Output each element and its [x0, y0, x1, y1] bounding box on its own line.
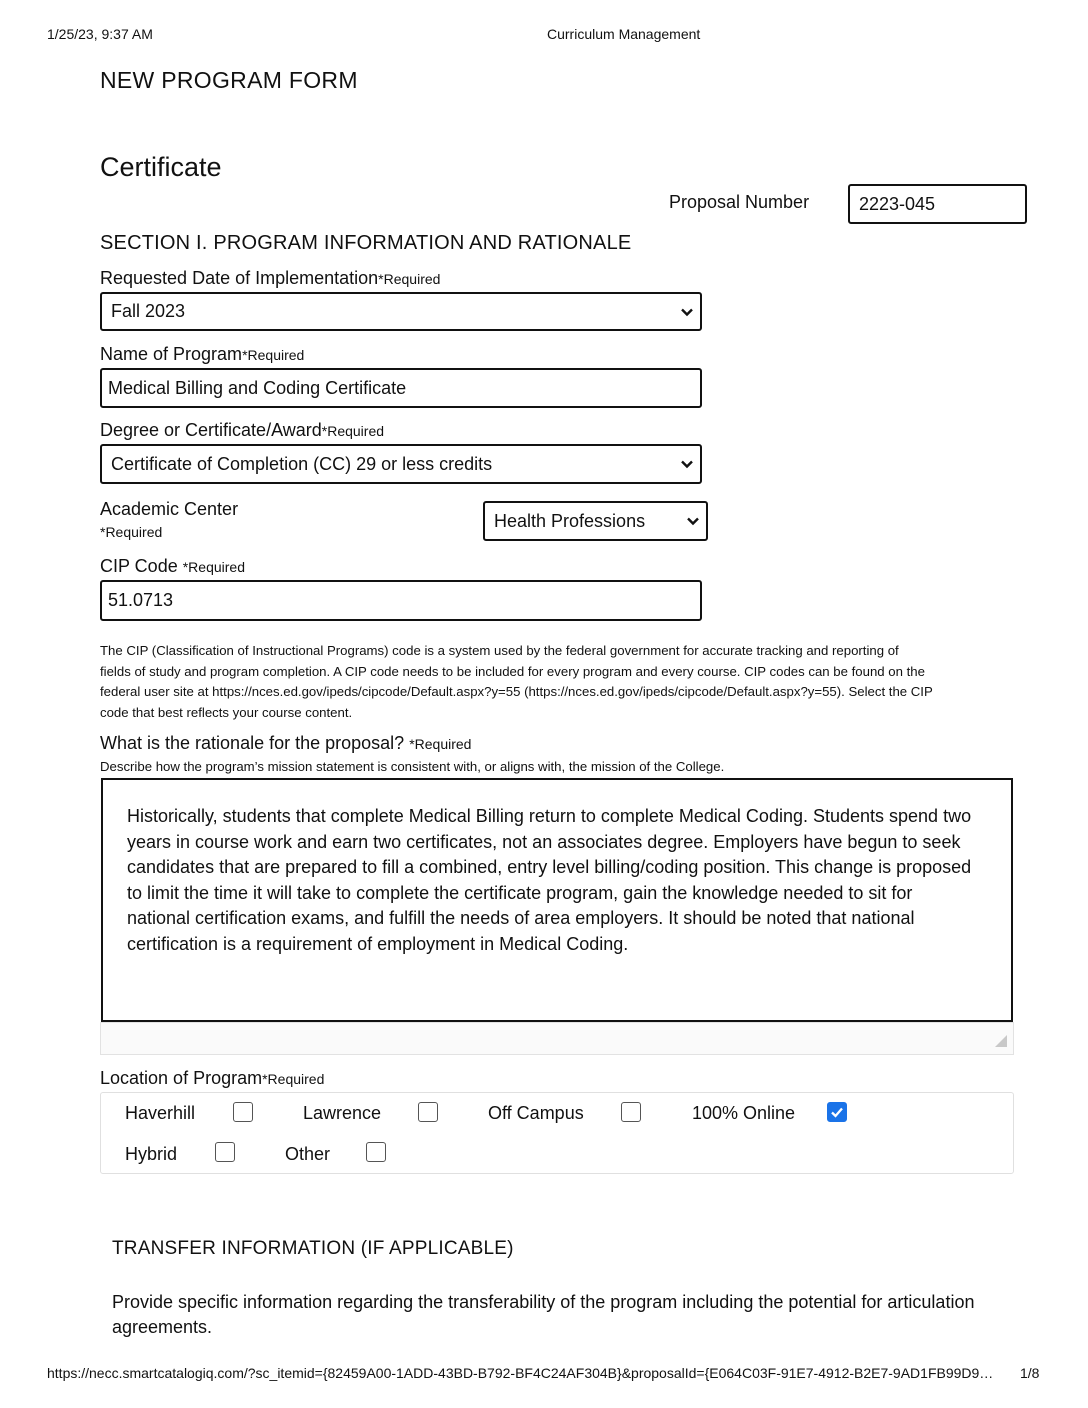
lawrence-checkbox[interactable]	[418, 1102, 438, 1122]
program-type-heading: Certificate	[100, 152, 222, 182]
rationale-help: Describe how the program’s mission statement is consistent with, or aligns with, the mission of the College.	[100, 759, 725, 774]
required-marker: *Required	[378, 271, 441, 287]
academic-center-label: Academic Center	[100, 499, 239, 519]
print-datetime: 1/25/23, 9:37 AM	[47, 26, 153, 42]
transfer-description	[112, 1290, 974, 1340]
cip-label: CIP Code	[100, 556, 183, 576]
rationale-textarea[interactable]	[101, 778, 1013, 1022]
section-title: SECTION I. PROGRAM INFORMATION AND RATIONALE	[100, 232, 632, 254]
proposal-number-label: Proposal Number	[669, 192, 810, 212]
cip-label-group	[100, 556, 245, 577]
rationale-line: Historically, students that complete Medical Billing return to complete Medical Coding. Students spend two	[127, 806, 972, 826]
degree-value: Certificate of Completion (CC) 29 or less credits	[111, 453, 493, 474]
rationale-label: What is the rationale for the proposal?	[100, 733, 410, 753]
location-option-label: 100% Online	[692, 1103, 796, 1123]
location-option-label: Hybrid	[125, 1144, 178, 1164]
haverhill-checkbox[interactable]	[233, 1102, 253, 1122]
program-name-value: Medical Billing and Coding Certificate	[108, 377, 407, 398]
print-page-title: Curriculum Management	[547, 26, 701, 42]
off-campus-checkbox[interactable]	[621, 1102, 641, 1122]
location-option-label: Off Campus	[488, 1103, 584, 1123]
cip-help-line: code that best reflects your course content.	[100, 704, 353, 720]
degree-select[interactable]	[100, 444, 702, 484]
rationale-label-group	[100, 733, 471, 754]
required-marker: *Required	[242, 347, 305, 363]
location-label-group	[100, 1068, 324, 1089]
chevron-down-icon	[680, 305, 694, 319]
location-label: Location of Program	[100, 1068, 263, 1088]
program-name-label-group	[100, 344, 304, 365]
implementation-value: Fall 2023	[111, 301, 186, 321]
rationale-line: certification is a requirement of employment in Medical Coding.	[127, 933, 629, 954]
academic-center-value: Health Professions	[494, 510, 646, 531]
form-title: NEW PROGRAM FORM	[100, 67, 358, 93]
location-option-label: Other	[285, 1144, 331, 1164]
location-option-label: Lawrence	[303, 1103, 382, 1123]
cip-help-line: fields of study and program completion. A CIP code needs to be included for every program and every course. CIP codes can be found on the	[100, 663, 925, 679]
location-option-label: Haverhill	[125, 1103, 196, 1123]
required-marker: *Required	[100, 524, 163, 540]
program-name-input[interactable]	[100, 368, 702, 408]
required-marker: *Required	[321, 423, 385, 439]
resize-handle-icon[interactable]	[994, 1034, 1008, 1048]
rationale-line: to limit the time it will take to complete the certificate program, gain the knowledge needed to sit for	[127, 882, 913, 903]
print-page-number: 1/8	[1020, 1365, 1040, 1381]
required-marker: *Required	[182, 559, 245, 575]
cip-code-input[interactable]	[100, 580, 702, 621]
academic-center-select[interactable]	[483, 501, 708, 541]
proposal-number-field[interactable]	[848, 184, 1027, 224]
implementation-select[interactable]	[100, 292, 702, 331]
implementation-label-group	[100, 268, 440, 289]
proposal-number-value: 2223-045	[859, 193, 936, 214]
transfer-line: Provide specific information regarding the transferability of the program including the potential for articulation	[112, 1292, 975, 1312]
chevron-down-icon	[680, 457, 694, 471]
cip-help-line: The CIP (Classification of Instructional Programs) code is a system used by the federal government for accurate tracking and reporting of	[100, 643, 899, 658]
other-checkbox[interactable]	[366, 1142, 386, 1162]
checkmark-icon	[830, 1105, 844, 1119]
required-marker: *Required	[409, 736, 472, 752]
transfer-line: agreements.	[112, 1317, 213, 1337]
online-checkbox[interactable]	[827, 1102, 847, 1122]
transfer-title: TRANSFER INFORMATION (IF APPLICABLE)	[112, 1238, 514, 1259]
hybrid-checkbox[interactable]	[215, 1142, 235, 1162]
implementation-label: Requested Date of Implementation	[100, 268, 379, 288]
print-url: https://necc.smartcatalogiq.com/?sc_itemid={82459A00-1ADD-43BD-B792-BF4C24AF304B}&proposalId={E064C03F-91E7-4912-B2E7-9AD1FB99D9…	[47, 1365, 994, 1381]
program-name-label: Name of Program	[100, 344, 243, 364]
rationale-resize-bar	[100, 1022, 1014, 1055]
rationale-line: candidates that are prepared to fill a combined, entry level billing/coding position. This change is proposed	[127, 857, 972, 877]
chevron-down-icon	[686, 514, 700, 528]
rationale-line: national certification exams, and fulfill the needs of area employers. It should be noted that national	[127, 908, 915, 928]
cip-code-value: 51.0713	[108, 590, 174, 610]
rationale-line: years in course work and earn two certificates, not an associates degree. Employers have begun to seek	[127, 831, 961, 852]
required-marker: *Required	[262, 1071, 325, 1087]
degree-label: Degree or Certificate/Award	[100, 420, 322, 440]
cip-help-line: federal user site at https://nces.ed.gov/ipeds/cipcode/Default.aspx?y=55 (https://nces.ed.gov/ipeds/cipcode/Default.aspx?y=55). Select the CIP	[100, 684, 933, 699]
degree-label-group	[100, 420, 384, 441]
cip-help-text	[100, 641, 1030, 723]
